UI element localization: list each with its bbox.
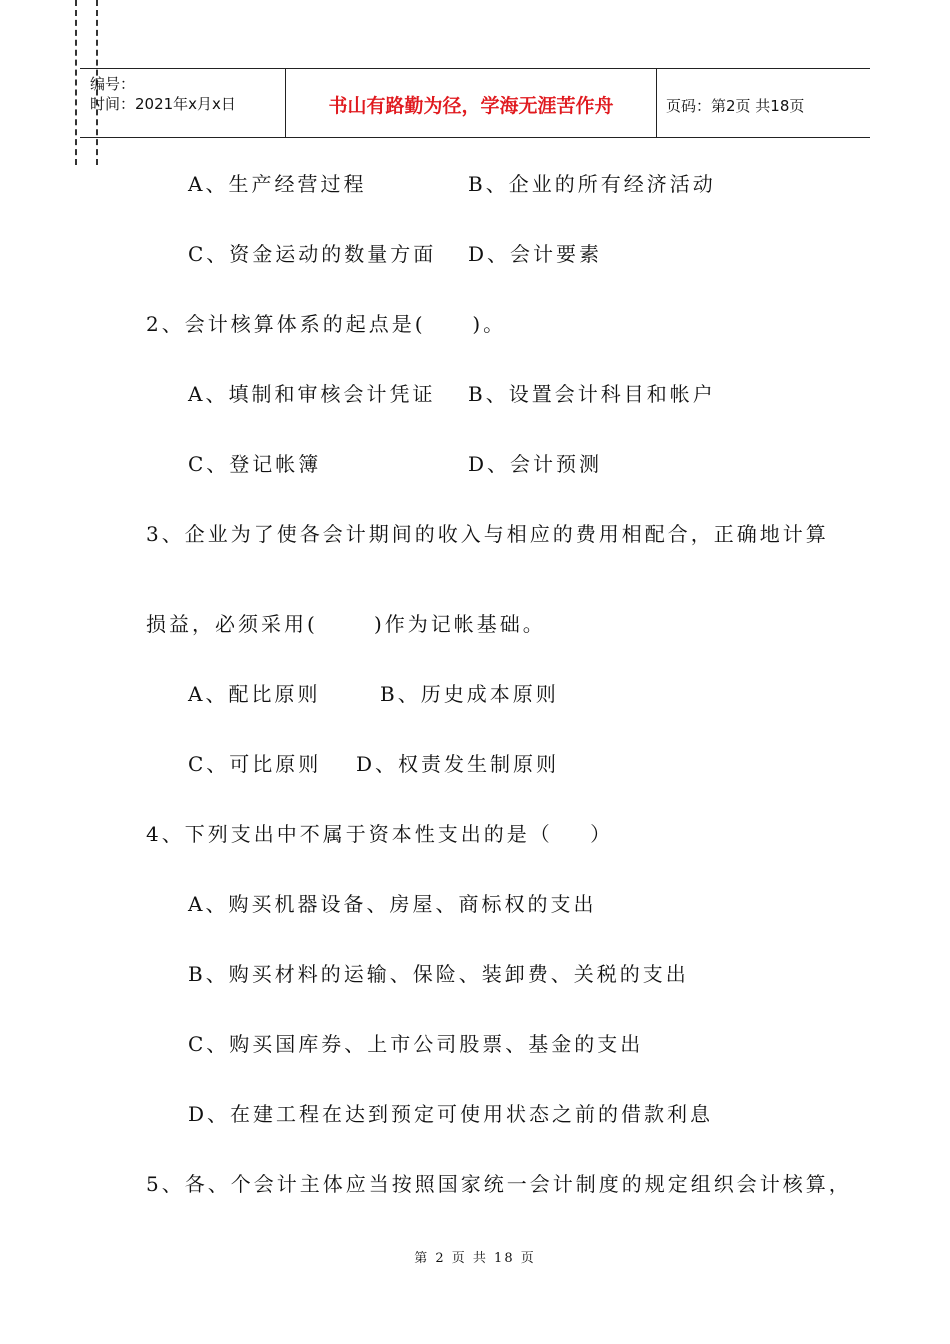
q2-option-c: C、登记帐簿 <box>188 452 322 476</box>
header-motto: 书山有路勤为径，学海无涯苦作舟 <box>328 95 614 117</box>
q2-stem: 2、会计核算体系的起点是( )。 <box>146 312 507 336</box>
q4-option-a: A、购买机器设备、房屋、商标权的支出 <box>188 892 597 916</box>
page-footer: 第 2 页 共 18 页 <box>414 1251 536 1266</box>
q1-option-d: D、会计要素 <box>468 242 603 266</box>
header-page-info: 页码：第2页 共18页 <box>666 97 805 115</box>
q3-option-c: C、可比原则 <box>188 752 322 776</box>
q2-option-d: D、会计预测 <box>468 452 603 476</box>
q4-option-d: D、在建工程在达到预定可使用状态之前的借款利息 <box>188 1102 714 1126</box>
q4-stem: 4、下列支出中不属于资本性支出的是（ ） <box>146 822 614 846</box>
q4-option-b: B、购买材料的运输、保险、装卸费、关税的支出 <box>188 962 689 986</box>
q3-stem-line1: 3、企业为了使各会计期间的收入与相应的费用相配合，正确地计算 <box>146 522 829 546</box>
q2-option-b: B、设置会计科目和帐户 <box>468 382 716 406</box>
q2-option-a: A、填制和审核会计凭证 <box>188 382 436 406</box>
header-middle-cell <box>285 69 657 137</box>
q1-option-b: B、企业的所有经济活动 <box>468 172 716 196</box>
q3-option-a: A、配比原则 <box>188 682 321 706</box>
q4-option-c: C、购买国库券、上市公司股票、基金的支出 <box>188 1032 644 1056</box>
header-right-cell <box>656 69 870 137</box>
q5-stem: 5、各、个会计主体应当按照国家统一会计制度的规定组织会计核算， <box>146 1172 852 1196</box>
q1-option-c: C、资金运动的数量方面 <box>188 242 437 266</box>
q3-option-b: B、历史成本原则 <box>380 682 559 706</box>
q1-option-a: A、生产经营过程 <box>188 172 367 196</box>
document-number-label: 编号： <box>90 75 136 93</box>
document-time-label: 时间：2021年x月x日 <box>90 95 236 113</box>
header-left-cell <box>80 69 285 137</box>
q3-stem-line2: 损益，必须采用( )作为记帐基础。 <box>146 612 546 636</box>
page-header-table <box>80 68 870 138</box>
binding-margin-line-left <box>75 0 77 165</box>
q3-option-d: D、权责发生制原则 <box>356 752 560 776</box>
